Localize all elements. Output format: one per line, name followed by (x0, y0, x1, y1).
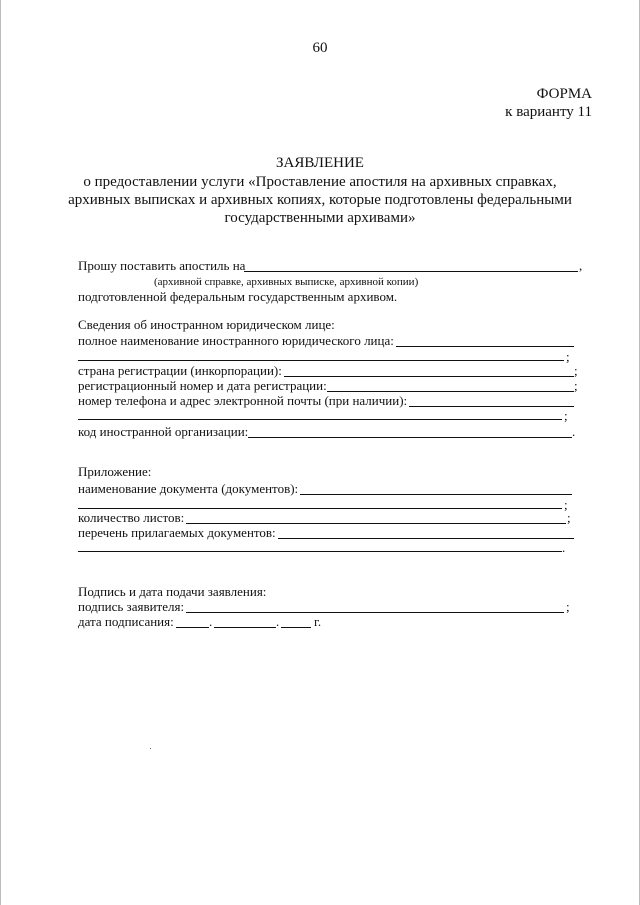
date-label: дата подписания: (78, 614, 174, 629)
attachments-list-label: перечень прилагаемых документов: (78, 525, 276, 540)
apostille-document-field[interactable] (244, 271, 578, 272)
request-suffix: подготовленной федеральным государственным архивом. (78, 289, 398, 304)
country-label: страна регистрации (инкорпорации): (78, 363, 282, 378)
title-line-3: государственными архивами» (224, 210, 416, 226)
document-title: ЗАЯВЛЕНИЕ (276, 155, 364, 171)
request-hint: (архивной справке, архивных выписке, архивной копии) (154, 276, 419, 288)
doc-name-semicolon: ; (564, 497, 568, 512)
doc-name-label: наименование документа (документов): (78, 481, 299, 496)
date-day-field[interactable] (176, 627, 209, 628)
org-code-period: . (572, 424, 576, 439)
reg-number-label: регистрационный номер и дата регистрации: (78, 378, 327, 393)
legal-entity-heading: Сведения об иностранном юридическом лице: (78, 317, 335, 332)
doc-name-field[interactable] (300, 494, 572, 495)
page-number: 60 (312, 40, 328, 56)
attachments-list-period: . (562, 540, 566, 555)
country-semicolon: ; (574, 363, 578, 378)
date-year-field[interactable] (281, 627, 311, 628)
request-comma: , (579, 258, 583, 273)
org-code-label: код иностранной организации: (78, 424, 249, 439)
doc-name-field-line-2[interactable] (78, 508, 562, 509)
attachments-list-field-line-2[interactable] (78, 551, 562, 552)
org-code-field[interactable] (248, 437, 572, 438)
contacts-label: номер телефона и адрес электронной почты (при наличии): (78, 393, 408, 408)
form-label: ФОРМА (536, 86, 592, 102)
full-name-semicolon: ; (566, 349, 570, 364)
signature-field[interactable] (186, 612, 564, 613)
request-prefix: Прошу поставить апостиль на (78, 258, 246, 273)
contacts-field-line-2[interactable] (78, 419, 562, 420)
sheets-label: количество листов: (78, 510, 185, 525)
signature-semicolon: ; (566, 599, 570, 614)
date-year-suffix: г. (314, 614, 322, 629)
title-line-2: архивных выписках и архивных копиях, которые подготовлены федеральными (68, 192, 572, 208)
full-name-field-line-2[interactable] (78, 360, 564, 361)
signature-heading: Подпись и дата подачи заявления: (78, 584, 267, 599)
contacts-semicolon: ; (564, 408, 568, 423)
reg-number-semicolon: ; (574, 378, 578, 393)
form-variant: к варианту 11 (505, 104, 592, 120)
sheets-field[interactable] (186, 523, 566, 524)
full-name-label: полное наименование иностранного юридического лица: (78, 333, 394, 348)
country-field[interactable] (284, 376, 574, 377)
date-dot-1: . (209, 614, 213, 629)
contacts-field[interactable] (409, 406, 574, 407)
date-month-field[interactable] (214, 627, 276, 628)
attachments-list-field[interactable] (278, 538, 574, 539)
signature-label: подпись заявителя: (78, 599, 185, 614)
title-line-1: о предоставлении услуги «Проставление апостиля на архивных справках, (83, 174, 557, 190)
sheets-semicolon: ; (567, 510, 571, 525)
attachments-heading: Приложение: (78, 464, 152, 479)
date-dot-2: . (276, 614, 280, 629)
full-name-field[interactable] (396, 346, 574, 347)
reg-number-field[interactable] (327, 391, 574, 392)
scan-speck (150, 748, 151, 749)
